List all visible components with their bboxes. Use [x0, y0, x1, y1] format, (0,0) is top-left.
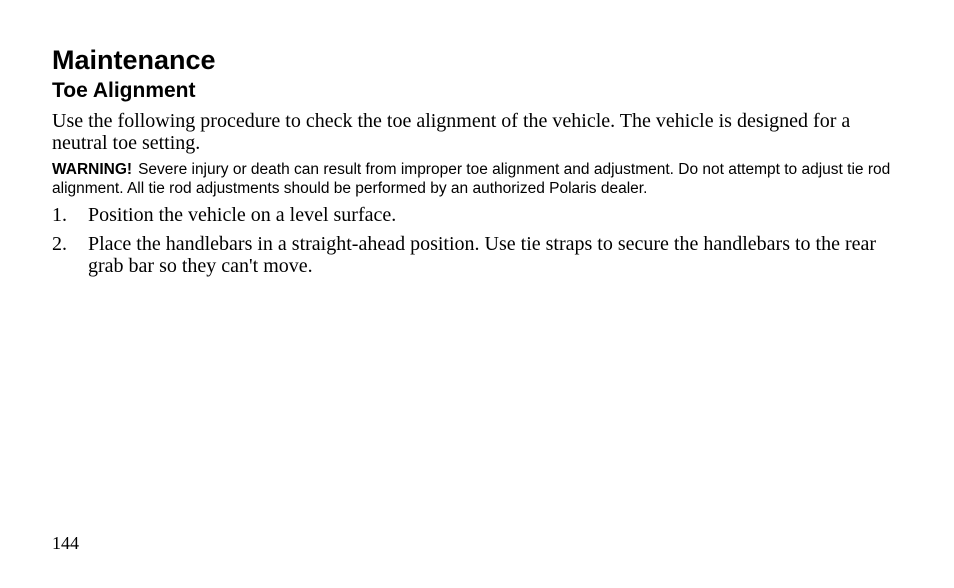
step-text: Position the vehicle on a level surface.: [88, 204, 397, 226]
section-title: Maintenance: [52, 45, 216, 75]
step-number: 2.: [52, 233, 67, 255]
step-text: Place the handlebars in a straight-ahead position. Use tie straps to secure the handlebars to the rear grab bar so they can't move.: [88, 233, 877, 277]
subsection-title: Toe Alignment: [52, 79, 196, 102]
step-number: 1.: [52, 204, 67, 226]
step-item: [52, 204, 892, 226]
warning-label: WARNING!: [52, 161, 133, 178]
warning-notice: [52, 160, 892, 198]
step-item: [52, 233, 892, 277]
procedure-steps: [52, 204, 892, 277]
page-number: 144: [52, 533, 79, 553]
intro-paragraph: Use the following procedure to check the toe alignment of the vehicle. The vehicle is designed for a neutral toe setting.: [52, 110, 851, 154]
warning-text: Severe injury or death can result from improper toe alignment and adjustment. Do not attempt to adjust tie rod alignment. All tie rod adjustments should be performed by an authorized Polaris dealer.: [52, 161, 891, 197]
manual-page: [52, 44, 892, 284]
